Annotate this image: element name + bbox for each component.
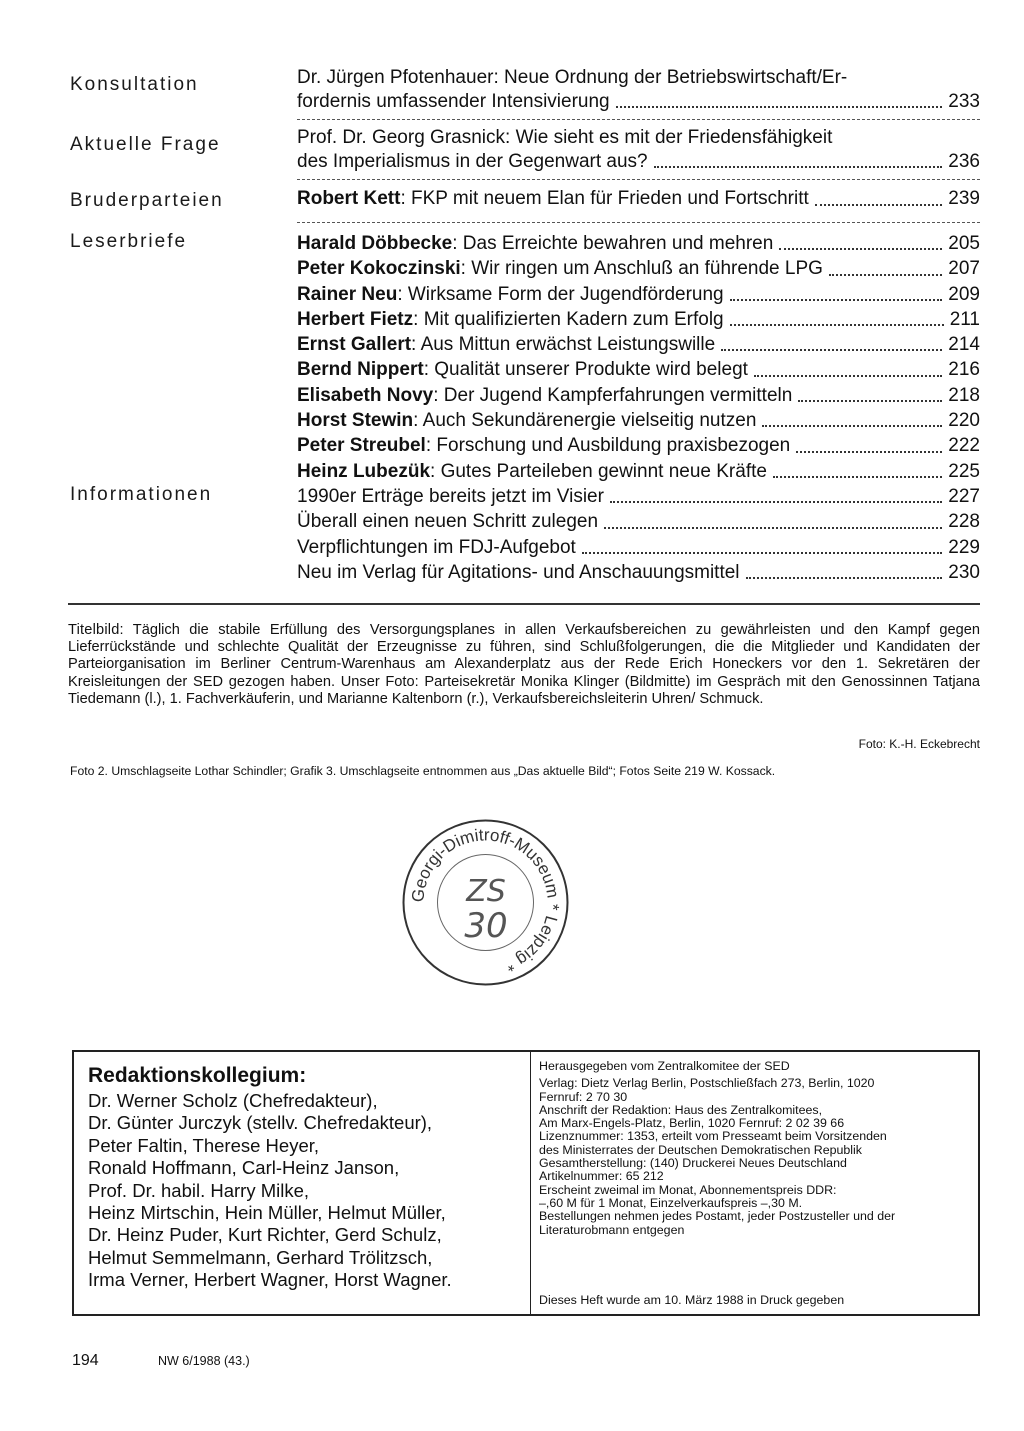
board-member-line: Ronald Hoffmann, Carl-Heinz Janson, xyxy=(88,1157,400,1179)
entry-page: 209 xyxy=(948,283,980,305)
section-label: Leserbriefe xyxy=(70,231,188,252)
entry-title-line2: des Imperialismus in der Gegenwart aus? xyxy=(297,151,648,172)
entry-title: Neu im Verlag für Agitations- und Anschauungsmittel xyxy=(297,561,740,583)
toc-entry[interactable]: Ernst Gallert: Aus Mittun erwächst Leistungswille 214 xyxy=(297,332,980,357)
entry-title: Wirksame Form der Jugendförderung xyxy=(407,283,724,305)
toc-section-leserbriefe xyxy=(68,231,980,484)
entry-page: 233 xyxy=(948,91,980,112)
entry-author: Dr. Jürgen Pfotenhauer xyxy=(297,67,494,88)
entry-title: Der Jugend Kampferfahrungen vermitteln xyxy=(443,384,793,406)
entry-page: 236 xyxy=(948,151,980,172)
entry-page: 218 xyxy=(948,384,980,406)
entry-title: 1990er Erträge bereits jetzt im Visier xyxy=(297,485,604,507)
toc-entry[interactable] xyxy=(297,560,980,585)
publisher-line: Bestellungen nehmen jedes Postamt, jeder Postzusteller und der xyxy=(539,1209,896,1224)
board-member-line: Heinz Mirtschin, Hein Müller, Helmut Müller, xyxy=(88,1202,446,1224)
toc-entry[interactable]: Harald Döbbecke: Das Erreichte bewahren und mehren 205 xyxy=(297,231,980,256)
photo-credit: Foto: K.-H. Eckebrecht xyxy=(858,737,980,751)
museum-stamp xyxy=(398,815,573,990)
caption-label: Titelbild xyxy=(68,622,120,638)
entry-title-line1: Neue Ordnung der Betriebswirtschaft/Er- xyxy=(504,67,848,88)
entry-page: 228 xyxy=(948,511,980,533)
toc-entry[interactable]: Robert Kett: FKP mit neuem Elan für Frieden und Fortschritt 239 xyxy=(297,186,980,212)
publisher-line: Herausgegeben vom Zentralkomitee der SED xyxy=(539,1059,790,1073)
stamp-ring-text: Georgi-Dimitroff-Museum * Leipzig * xyxy=(408,825,563,976)
entry-page: 227 xyxy=(948,485,980,507)
entry-title-line2: fordernis umfassender Intensivierung xyxy=(297,91,610,112)
toc-entry[interactable]: Elisabeth Novy: Der Jugend Kampferfahrungen vermitteln 218 xyxy=(297,383,980,408)
publisher-line: Artikelnummer: 65 212 xyxy=(539,1169,664,1184)
entry-title: Das Erreichte bewahren und mehren xyxy=(462,233,774,254)
board-member-line: Dr. Günter Jurczyk (stellv. Chefredakteur), xyxy=(88,1112,433,1134)
entry-page: 222 xyxy=(948,435,980,457)
toc-entry[interactable]: Heinz Lubezük: Gutes Parteileben gewinnt neue Kräfte 225 xyxy=(297,459,980,484)
entry-title: FKP mit neuem Elan für Frieden und Fortschritt xyxy=(411,188,809,209)
toc-section-aktuelle-frage xyxy=(68,126,980,180)
toc-entry[interactable]: Horst Stewin: Auch Sekundärenergie vielseitig nutzen 220 xyxy=(297,408,980,433)
toc-entry[interactable]: Prof. Dr. Georg Grasnick: Wie sieht es mit der Friedensfähigkeit des Imperialismus in der Gegenwart aus? 236 xyxy=(297,127,980,172)
stamp-center-top: ZS xyxy=(466,874,506,909)
entry-author: Peter Streubel xyxy=(297,435,426,457)
publisher-line: Am Marx-Engels-Platz, Berlin, 1020 Fernruf: 2 02 39 66 xyxy=(539,1116,845,1131)
publisher-line: Literaturobmann entgegen xyxy=(539,1222,685,1237)
editorial-box xyxy=(72,1050,980,1316)
cover-caption: Titelbild: Täglich die stabile Erfüllung des Versorgungsplanes in allen Verkaufsbereichen zu gewährleisten und den Kampf gegen Lieferrückstände und schlechte Qualität der Erzeugnisse zu führen, sind Schlußfolgerungen, die die Mitglieder und Kandidaten der Parteiorganisation im Berliner Centrum-Warenhaus am Alexanderplatz aus der Rede Erich Honeckers vor den 1. Sekretären der Kreisleitungen der SED gezogen haben. Unser Foto: Parteisekretär Monika Klinger (Bildmitte) im Gespräch mit den Genossinnen Tatjana Tiedemann (l.), 1. Fachverkäuferin, und Marianne Kaltenborn (r.), Verkaufsbereichsleiterin Uhren/ Schmuck. xyxy=(68,622,980,707)
board-member-line: Helmut Semmelmann, Gerhard Trölitzsch, xyxy=(88,1246,433,1268)
entry-author: Robert Kett xyxy=(297,188,401,209)
printed-note: Dieses Heft wurde am 10. März 1988 in Druck gegeben xyxy=(539,1293,845,1307)
table-of-contents xyxy=(68,66,980,585)
section-label: Bruderparteien xyxy=(70,190,224,211)
entry-title: Gutes Parteileben gewinnt neue Kräfte xyxy=(440,460,767,482)
entry-page: 205 xyxy=(948,233,980,254)
entry-author: Prof. Dr. Georg Grasnick xyxy=(297,127,506,148)
toc-section-informationen xyxy=(68,484,980,585)
board-member-line: Prof. Dr. habil. Harry Milke, xyxy=(88,1179,310,1201)
entry-author: Horst Stewin xyxy=(297,410,414,432)
caption-text: Täglich die stabile Erfüllung des Versorgungsplanes in allen Verkaufsbereichen zu gewährleisten und den Kampf gegen Lieferrückstände und schlechte Qualität der Erzeugnisse zu führen, sind Schlußfolgerungen, die die Mitglieder und Kandidaten der Parteiorganisation im Berliner Centrum-Warenhaus am Alexanderplatz aus der Rede Erich Honeckers vor den 1. Sekretären der Kreisleitungen der SED gezogen haben. Unser Foto: Parteisekretär Monika Klinger (Bildmitte) im Gespräch mit den Genossinnen Tatjana Tiedemann (l.), 1. Fachverkäuferin, und Marianne Kaltenborn (r.), Verkaufsbereichsleiterin Uhren/ Schmuck. xyxy=(68,622,980,707)
publisher-line: Gesamtherstellung: (140) Druckerei Neues Deutschland xyxy=(539,1156,847,1171)
board-member-line: Dr. Werner Scholz (Chefredakteur), xyxy=(88,1090,378,1111)
entry-author: Ernst Gallert xyxy=(297,334,412,356)
publisher-line: des Ministerrates der Deutschen Demokratischen Republik xyxy=(539,1142,862,1157)
entry-page: 229 xyxy=(948,536,980,558)
toc-entry[interactable] xyxy=(297,535,980,560)
entry-page: 216 xyxy=(948,359,980,381)
entry-author: Rainer Neu xyxy=(297,283,398,305)
editorial-heading: Redaktionskollegium: xyxy=(88,1064,307,1087)
entry-author: Peter Kokoczinski xyxy=(297,258,461,280)
entry-title: Auch Sekundärenergie vielseitig nutzen xyxy=(422,410,757,432)
publisher-line: Lizenznummer: 1353, erteilt vom Presseamt beim Vorsitzenden xyxy=(539,1129,887,1144)
entry-page: 211 xyxy=(949,308,980,330)
toc-section-konsultation xyxy=(68,66,980,120)
entry-author: Herbert Fietz xyxy=(297,308,414,330)
entry-author: Bernd Nippert xyxy=(297,359,424,381)
credits-line: Foto 2. Umschlagseite Lothar Schindler; Grafik 3. Umschlagseite entnommen aus „Das aktuelle Bild“; Fotos Seite 219 W. Kossack. xyxy=(70,764,776,778)
page-footer xyxy=(72,1352,250,1370)
entry-page: 214 xyxy=(948,334,980,356)
toc-entry[interactable]: Herbert Fietz: Mit qualifizierten Kadern zum Erfolg 211 xyxy=(297,307,980,332)
entry-title: Mit qualifizierten Kadern zum Erfolg xyxy=(423,308,724,330)
entry-page: 225 xyxy=(948,460,980,482)
entry-page: 220 xyxy=(948,410,980,432)
publisher-line: Anschrift der Redaktion: Haus des Zentralkomitees, xyxy=(539,1102,823,1117)
publisher-info xyxy=(539,1059,975,1307)
entry-title-line1: Wie sieht es mit der Friedensfähigkeit xyxy=(515,127,833,148)
publisher-line: –,60 M für 1 Monat, Einzelverkaufspreis –,30 M. xyxy=(539,1195,803,1210)
entry-title: Überall einen neuen Schritt zulegen xyxy=(297,511,599,533)
publisher-line: Fernruf: 2 70 30 xyxy=(539,1089,628,1104)
page-number: 194 xyxy=(72,1352,99,1369)
entry-title: Wir ringen um Anschluß an führende LPG xyxy=(471,258,823,280)
section-label: Aktuelle Frage xyxy=(70,134,221,155)
toc-section-bruderparteien xyxy=(68,186,980,223)
board-member-line: Irma Verner, Herbert Wagner, Horst Wagner. xyxy=(88,1269,452,1291)
toc-entry[interactable] xyxy=(297,509,980,534)
toc-entry[interactable]: Dr. Jürgen Pfotenhauer: Neue Ordnung der Betriebswirtschaft/Er- fordernis umfassender Intensivierung 233 xyxy=(297,67,980,112)
entry-title: Forschung und Ausbildung praxisbezogen xyxy=(436,435,791,457)
divider-rule xyxy=(68,603,980,605)
board-member-line: Peter Faltin, Therese Heyer, xyxy=(88,1134,320,1156)
section-label: Konsultation xyxy=(70,74,199,95)
entry-title: Verpflichtungen im FDJ-Aufgebot xyxy=(297,536,576,558)
stamp-center-bottom: 30 xyxy=(464,906,508,946)
board-member-line: Dr. Heinz Puder, Kurt Richter, Gerd Schulz, xyxy=(88,1224,442,1246)
publisher-line: Verlag: Dietz Verlag Berlin, Postschließfach 273, Berlin, 1020 xyxy=(539,1076,875,1091)
entry-page: 230 xyxy=(948,561,980,583)
toc-entry[interactable]: Bernd Nippert: Qualität unserer Produkte wird belegt 216 xyxy=(297,357,980,382)
entry-page: 239 xyxy=(948,188,980,209)
toc-entry[interactable] xyxy=(297,484,980,509)
entry-page: 207 xyxy=(948,258,980,280)
entry-title: Qualität unserer Produkte wird belegt xyxy=(434,359,748,381)
entry-author: Harald Döbbecke xyxy=(297,233,453,254)
toc-entry[interactable]: Peter Kokoczinski: Wir ringen um Anschluß an führende LPG 207 xyxy=(297,256,980,281)
entry-author: Heinz Lubezük xyxy=(297,460,431,482)
toc-entry[interactable]: Rainer Neu: Wirksame Form der Jugendförderung 209 xyxy=(297,282,980,307)
editorial-board xyxy=(88,1062,528,1292)
entry-author: Elisabeth Novy xyxy=(297,384,434,406)
section-label: Informationen xyxy=(70,483,213,505)
entry-title: Aus Mittun erwächst Leistungswille xyxy=(420,334,716,356)
publisher-line: Erscheint zweimal im Monat, Abonnementspreis DDR: xyxy=(539,1182,837,1197)
toc-entry[interactable]: Peter Streubel: Forschung und Ausbildung praxisbezogen 222 xyxy=(297,433,980,458)
issue-number: NW 6/1988 (43.) xyxy=(158,1354,250,1368)
